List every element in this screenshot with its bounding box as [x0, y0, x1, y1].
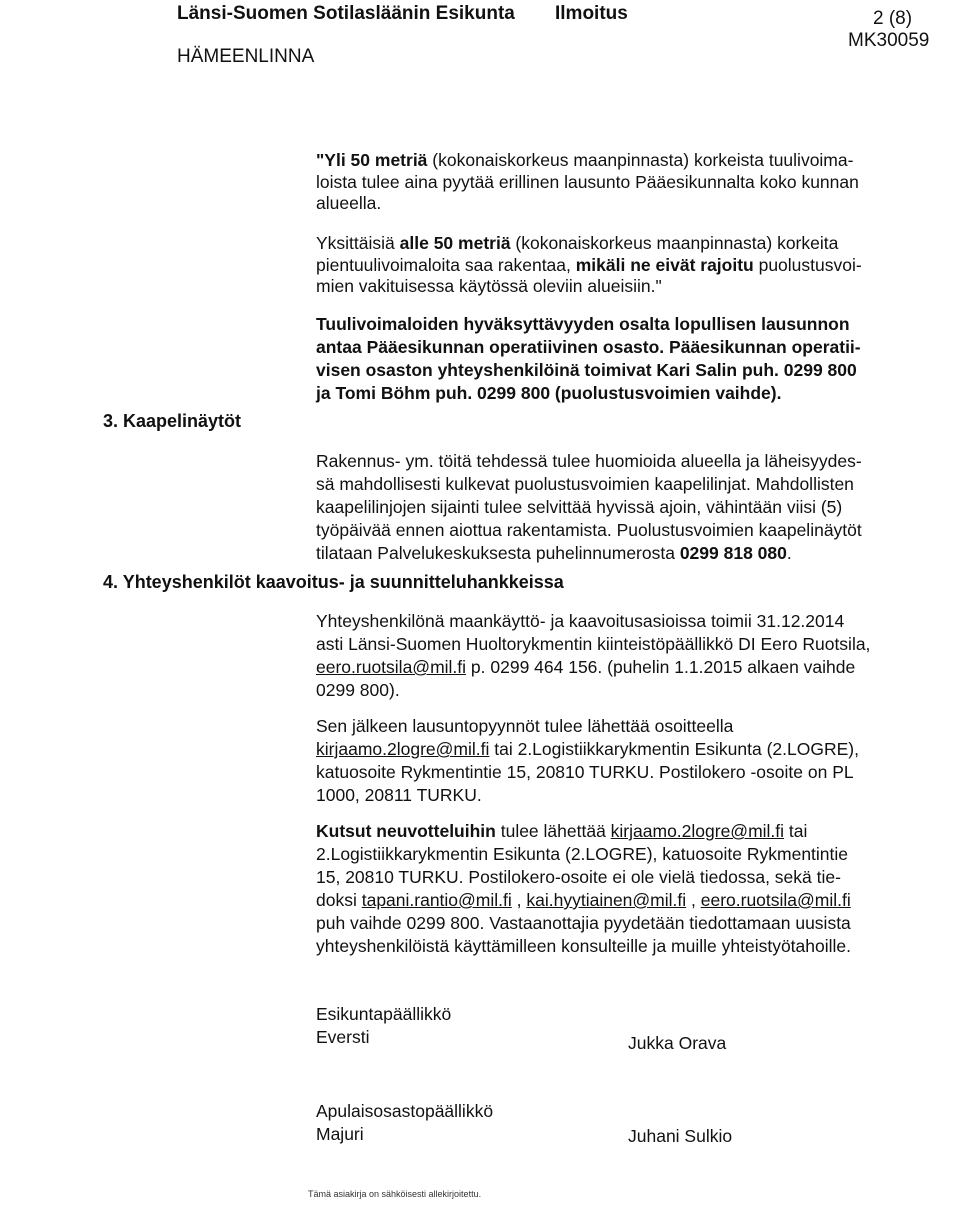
text-line: katuosoite Rykmentintie 15, 20810 TURKU. Postilokero -osoite on PL [316, 762, 854, 782]
quote-paragraph-2 [316, 233, 956, 298]
signer-rank: Eversti [316, 1027, 370, 1047]
email-link[interactable]: tapani.rantio@mil.fi [361, 890, 512, 910]
text: puolustusvoi- [753, 254, 862, 275]
document-type: Ilmoitus [555, 3, 628, 24]
footer-note: Tämä asiakirja on sähköisesti allekirjoitettu. [308, 1189, 482, 1199]
text: tai [784, 821, 808, 841]
text-line: alueella. [316, 193, 382, 213]
text: . [786, 543, 792, 563]
bold-text: mikäli ne eivät rajoitu [575, 254, 754, 275]
signer-name: Jukka Orava [628, 1033, 727, 1053]
quote-paragraph-1 [316, 150, 956, 215]
text: (kokonaiskorkeus maanpinnasta) korkeista tuulivoima- [427, 150, 854, 170]
signer-rank: Majuri [316, 1124, 364, 1144]
text-line: Tuulivoimaloiden hyväksyttävyyden osalta lopullisen lausunnon [316, 314, 850, 334]
text-line: visen osaston yhteyshenkilöinä toimivat Kari Salin puh. 0299 800 [316, 360, 857, 380]
email-link[interactable]: eero.ruotsila@mil.fi [700, 890, 851, 910]
text-line: 15, 20810 TURKU. Postilokero-osoite ei ole vielä tiedossa, sekä tie- [316, 867, 841, 887]
email-link[interactable]: kirjaamo.2logre@mil.fi [610, 821, 785, 841]
text: tilataan Palvelukeskuksesta puhelinnumerosta [316, 543, 680, 563]
text: , [511, 890, 527, 910]
page-number: 2 (8) [873, 8, 913, 29]
text-line: Yhteyshenkilönä maankäyttö- ja kaavoitusasioissa toimii 31.12.2014 [316, 611, 845, 631]
bold-paragraph [316, 313, 956, 405]
quote-bold: "Yli 50 metriä [316, 150, 428, 170]
section-3-body [316, 450, 956, 565]
text: Yksittäisiä [316, 233, 400, 253]
text: tulee lähettää [495, 821, 611, 841]
email-link[interactable]: kai.hyytiainen@mil.fi [526, 890, 687, 910]
text-line: Rakennus- ym. töitä tehdessä tulee huomioida alueella ja läheisyydes- [316, 451, 862, 471]
text-line: 0299 800). [316, 680, 400, 700]
text-line: ja Tomi Böhm puh. 0299 800 (puolustusvoimien vaihde). [316, 383, 782, 403]
text-line: työpäivää ennen aiottua rakentamista. Puolustusvoimien kaapelinäytöt [316, 520, 862, 540]
text-line: antaa Pääesikunnan operatiivinen osasto. Pääesikunnan operatii- [316, 337, 861, 357]
section-4-paragraph-3 [316, 820, 956, 958]
text-line: kaapelilinjojen sijainti tulee selvittää hyvissä ajoin, vähintään viisi (5) [316, 497, 843, 517]
text-line: mien vakituisessa käytössä oleviin alueisiin." [316, 276, 662, 296]
text-line: puh vaihde 0299 800. Vastaanottajia pyydetään tiedottamaan uusista [316, 913, 851, 933]
text-line: loista tulee aina pyytää erillinen lausunto Pääesikunnalta koko kunnan [316, 171, 859, 192]
section-4-paragraph-1 [316, 610, 956, 702]
bold-text: Kutsut neuvotteluihin [316, 821, 496, 841]
text: tai 2.Logistiikkarykmentin Esikunta (2.LOGRE), [489, 739, 859, 759]
reference-number: MK30059 [848, 30, 930, 51]
text: (kokonaiskorkeus maanpinnasta) korkeita [510, 233, 839, 253]
text: doksi [316, 890, 362, 910]
signer-title: Esikuntapäällikkö [316, 1004, 452, 1024]
section-4-paragraph-2 [316, 715, 956, 807]
bold-text: alle 50 metriä [399, 233, 511, 253]
text: , [686, 890, 701, 910]
city: HÄMEENLINNA [177, 46, 315, 67]
signer-title: Apulaisosastopäällikkö [316, 1101, 494, 1121]
text-line: asti Länsi-Suomen Huoltorykmentin kiinteistöpäällikkö DI Eero Ruotsila, [316, 634, 871, 654]
email-link[interactable]: eero.ruotsila@mil.fi [316, 657, 467, 677]
email-link[interactable]: kirjaamo.2logre@mil.fi [316, 739, 490, 759]
text-line: 1000, 20811 TURKU. [316, 785, 482, 805]
org-name: Länsi-Suomen Sotilasläänin Esikunta [177, 3, 515, 24]
signer-name: Juhani Sulkio [628, 1126, 733, 1146]
section-3-heading: 3. Kaapelinäytöt [103, 411, 242, 431]
text-line: 2.Logistiikkarykmentin Esikunta (2.LOGRE), katuosoite Rykmentintie [316, 844, 849, 864]
section-4-heading: 4. Yhteyshenkilöt kaavoitus- ja suunnitteluhankkeissa [103, 572, 564, 592]
text: pientuulivoimaloita saa rakentaa, [316, 254, 576, 275]
text-line: Sen jälkeen lausuntopyynnöt tulee lähettää osoitteella [316, 716, 734, 736]
text-line: sä mahdollisesti kulkevat puolustusvoimien kaapelilinjat. Mahdollisten [316, 474, 854, 494]
text: p. 0299 464 156. (puhelin 1.1.2015 alkaen vaihde [466, 657, 856, 677]
text-line: yhteyshenkilöistä käyttämilleen konsulteille ja muille yhteistyötahoille. [316, 936, 851, 956]
phone-number: 0299 818 080 [679, 543, 787, 563]
